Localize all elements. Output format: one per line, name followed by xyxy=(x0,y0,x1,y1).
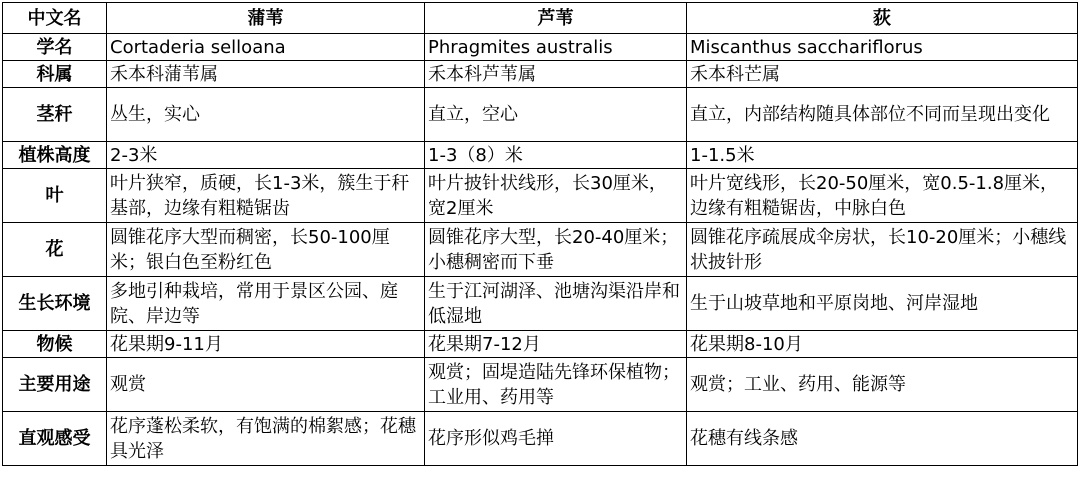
table-cell: 观赏；固堤造陆先锋环保植物；工业用、药用等 xyxy=(425,358,687,412)
table-cell: Miscanthus sacchariflorus xyxy=(687,34,1078,61)
table-cell: 直立，内部结构随具体部位不同而呈现出变化 xyxy=(687,88,1078,142)
table-cell: 花果期7-12月 xyxy=(425,331,687,358)
table-row xyxy=(3,412,1078,466)
table-cell: 直立，空心 xyxy=(425,88,687,142)
table-cell: 生于江河湖泽、池塘沟渠沿岸和低湿地 xyxy=(425,277,687,331)
header-label: 中文名 xyxy=(3,3,107,34)
table-cell: 禾本科芦苇属 xyxy=(425,61,687,88)
row-label: 生长环境 xyxy=(3,277,107,331)
row-label: 花 xyxy=(3,223,107,277)
table-cell: 2-3米 xyxy=(107,142,425,169)
row-label: 科属 xyxy=(3,61,107,88)
table-cell: 花穗有线条感 xyxy=(687,412,1078,466)
table-cell: 多地引种栽培，常用于景区公园、庭院、岸边等 xyxy=(107,277,425,331)
table-cell: 丛生，实心 xyxy=(107,88,425,142)
table-cell: 叶片披针状线形，长30厘米，宽2厘米 xyxy=(425,169,687,223)
table-row xyxy=(3,223,1078,277)
header-col-pampas-grass: 蒲苇 xyxy=(107,3,425,34)
table-cell: 花序蓬松柔软，有饱满的棉絮感；花穗具光泽 xyxy=(107,412,425,466)
table-cell: 禾本科蒲苇属 xyxy=(107,61,425,88)
table-cell: 花序形似鸡毛掸 xyxy=(425,412,687,466)
table-cell: 圆锥花序大型，长20-40厘米；小穗稠密而下垂 xyxy=(425,223,687,277)
table-row xyxy=(3,358,1078,412)
table-cell: 花果期9-11月 xyxy=(107,331,425,358)
table-cell: 观赏；工业、药用、能源等 xyxy=(687,358,1078,412)
table-cell: 观赏 xyxy=(107,358,425,412)
row-label: 叶 xyxy=(3,169,107,223)
table-cell: 1-3（8）米 xyxy=(425,142,687,169)
row-label: 物候 xyxy=(3,331,107,358)
table-cell: 1-1.5米 xyxy=(687,142,1078,169)
table-row xyxy=(3,169,1078,223)
table-cell: 圆锥花序大型而稠密，长50-100厘米；银白色至粉红色 xyxy=(107,223,425,277)
header-row xyxy=(3,3,1078,34)
table-row xyxy=(3,331,1078,358)
table-cell: Phragmites australis xyxy=(425,34,687,61)
table-row xyxy=(3,88,1078,142)
row-label: 茎秆 xyxy=(3,88,107,142)
row-label: 植株高度 xyxy=(3,142,107,169)
table-row xyxy=(3,34,1078,61)
table-cell: 禾本科芒属 xyxy=(687,61,1078,88)
table-cell: 圆锥花序疏展成伞房状，长10-20厘米；小穗线状披针形 xyxy=(687,223,1078,277)
row-label: 直观感受 xyxy=(3,412,107,466)
table-cell: 生于山坡草地和平原岗地、河岸湿地 xyxy=(687,277,1078,331)
table-cell: Cortaderia selloana xyxy=(107,34,425,61)
table-row xyxy=(3,61,1078,88)
header-col-common-reed: 芦苇 xyxy=(425,3,687,34)
table-row xyxy=(3,277,1078,331)
table-cell: 花果期8-10月 xyxy=(687,331,1078,358)
table-cell: 叶片狭窄，质硬，长1-3米，簇生于秆基部，边缘有粗糙锯齿 xyxy=(107,169,425,223)
table-cell: 叶片宽线形，长20-50厘米，宽0.5-1.8厘米，边缘有粗糙锯齿，中脉白色 xyxy=(687,169,1078,223)
table-row xyxy=(3,142,1078,169)
row-label: 主要用途 xyxy=(3,358,107,412)
header-col-silver-grass: 荻 xyxy=(687,3,1078,34)
comparison-table xyxy=(2,2,1078,466)
row-label: 学名 xyxy=(3,34,107,61)
